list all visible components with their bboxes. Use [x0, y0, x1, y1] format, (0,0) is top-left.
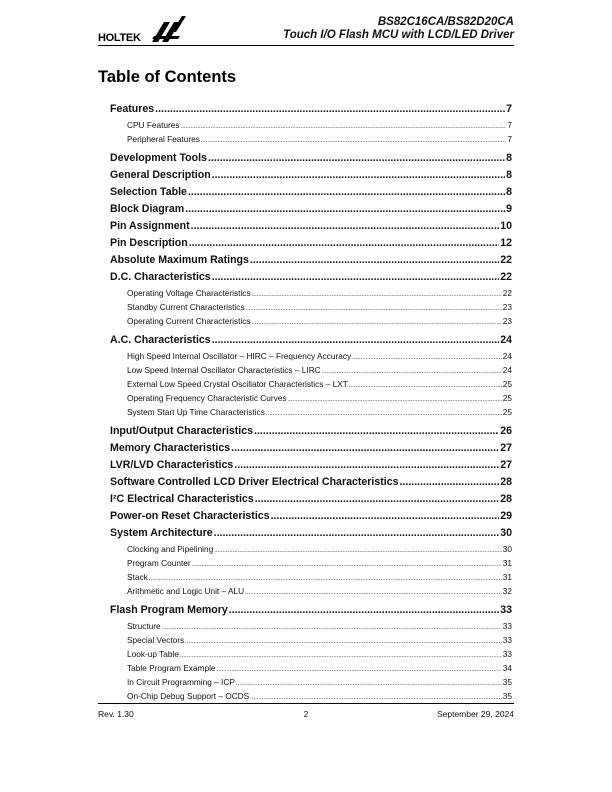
toc-section-entry[interactable]	[110, 457, 512, 474]
toc-subsection-entry[interactable]	[110, 661, 512, 675]
document-subtitle: Touch I/O Flash MCU with LCD/LED Driver	[283, 29, 514, 41]
toc-entry-page: 7	[506, 103, 512, 115]
toc-entry-label: High Speed Internal Oscillator – HIRC – Frequency Accuracy	[127, 351, 352, 361]
toc-entry-page: 28	[500, 493, 512, 505]
toc-dot-leader	[349, 377, 502, 391]
toc-dot-leader	[188, 184, 505, 201]
toc-entry-label: LVR/LVD Characteristics	[110, 459, 234, 471]
toc-subsection-entry[interactable]	[110, 405, 512, 419]
toc-entry-page: 8	[506, 169, 512, 181]
toc-entry-label: Peripheral Features	[127, 134, 200, 144]
toc-subsection-entry[interactable]	[110, 377, 512, 391]
holtek-logo-icon	[150, 14, 188, 44]
toc-entry-label: General Description	[110, 169, 211, 181]
toc-entry-page: 7	[507, 134, 512, 144]
toc-entry-label: System Start Up Time Characteristics	[127, 407, 265, 417]
table-of-contents	[110, 101, 512, 703]
toc-dot-leader	[250, 689, 502, 703]
toc-subsection-entry[interactable]	[110, 363, 512, 377]
toc-entry-page: 31	[502, 572, 512, 582]
holtek-logo	[98, 14, 188, 44]
toc-subsection-entry[interactable]	[110, 584, 512, 598]
toc-dot-leader	[252, 286, 502, 300]
toc-entry-page: 22	[502, 288, 512, 298]
toc-section-entry[interactable]	[110, 269, 512, 286]
toc-dot-leader	[185, 633, 502, 647]
toc-entry-label: Memory Characteristics	[110, 442, 231, 454]
document-title: BS82C16CA/BS82D20CA	[377, 16, 514, 28]
toc-subsection-entry[interactable]	[110, 391, 512, 405]
toc-entry-page: 30	[502, 544, 512, 554]
toc-entry-label: A.C. Characteristics	[110, 334, 211, 346]
toc-entry-page: 32	[502, 586, 512, 596]
toc-entry-label: Power-on Reset Characteristics	[110, 510, 270, 522]
toc-entry-page: 22	[500, 271, 512, 283]
toc-entry-page: 35	[502, 677, 512, 687]
toc-entry-page: 31	[502, 558, 512, 568]
publication-date: September 29, 2024	[436, 709, 514, 719]
toc-subsection-entry[interactable]	[110, 118, 512, 132]
toc-entry-label: Arithmetic and Logic Unit – ALU	[127, 586, 245, 596]
toc-entry-page: 33	[500, 604, 512, 616]
toc-entry-label: System Architecture	[110, 527, 213, 539]
toc-entry-label: On-Chip Debug Support – OCDS	[127, 691, 250, 701]
toc-entry-page: 24	[502, 351, 512, 361]
toc-subsection-entry[interactable]	[110, 286, 512, 300]
toc-dot-leader	[189, 235, 500, 252]
toc-subsection-entry[interactable]	[110, 570, 512, 584]
toc-subsection-entry[interactable]	[110, 349, 512, 363]
toc-section-entry[interactable]	[110, 235, 512, 252]
toc-entry-label: I²C Electrical Characteristics	[110, 493, 254, 505]
toc-entry-page: 33	[502, 649, 512, 659]
toc-entry-page: 23	[502, 302, 512, 312]
toc-entry-page: 9	[506, 203, 512, 215]
footer-divider	[98, 703, 514, 704]
toc-dot-leader	[250, 252, 499, 269]
toc-entry-label: Pin Description	[110, 237, 188, 249]
toc-section-entry[interactable]	[110, 332, 512, 349]
toc-entry-label: Operating Voltage Characteristics	[127, 288, 251, 298]
toc-subsection-entry[interactable]	[110, 314, 512, 328]
toc-entry-label: Operating Current Characteristics	[127, 316, 251, 326]
toc-dot-leader	[191, 218, 500, 235]
toc-section-entry[interactable]	[110, 491, 512, 508]
toc-dot-leader	[236, 675, 502, 689]
toc-entry-page: 33	[502, 621, 512, 631]
toc-section-entry[interactable]	[110, 184, 512, 201]
toc-dot-leader	[212, 332, 500, 349]
toc-dot-leader	[266, 405, 502, 419]
toc-dot-leader	[208, 150, 505, 167]
toc-entry-page: 22	[500, 254, 512, 266]
toc-dot-leader	[155, 101, 505, 118]
toc-entry-label: Program Counter	[127, 558, 191, 568]
toc-entry-page: 25	[502, 393, 512, 403]
toc-section-entry[interactable]	[110, 508, 512, 525]
toc-entry-label: Flash Program Memory	[110, 604, 228, 616]
header-divider	[98, 45, 514, 46]
toc-entry-label: Features	[110, 103, 155, 115]
toc-section-entry[interactable]	[110, 252, 512, 269]
toc-dot-leader	[214, 525, 500, 542]
toc-dot-leader	[288, 391, 502, 405]
toc-section-entry[interactable]	[110, 150, 512, 167]
toc-entry-page: 29	[500, 510, 512, 522]
toc-subsection-entry[interactable]	[110, 689, 512, 703]
toc-subsection-entry[interactable]	[110, 647, 512, 661]
toc-entry-label: Table Program Example	[127, 663, 216, 673]
toc-entry-page: 26	[500, 425, 512, 437]
toc-entry-page: 24	[502, 365, 512, 375]
toc-subsection-entry[interactable]	[110, 633, 512, 647]
toc-section-entry[interactable]	[110, 423, 512, 440]
toc-entry-label: Pin Assignment	[110, 220, 190, 232]
revision-label: Rev. 1.30	[98, 709, 134, 719]
toc-entry-page: 12	[500, 237, 512, 249]
toc-section-entry[interactable]	[110, 440, 512, 457]
document-title-block	[283, 16, 514, 42]
toc-dot-leader	[214, 542, 502, 556]
toc-dot-leader	[399, 474, 499, 491]
toc-section-entry[interactable]	[110, 602, 512, 619]
toc-entry-page: 8	[506, 152, 512, 164]
toc-dot-leader	[149, 570, 502, 584]
toc-entry-page: 8	[506, 186, 512, 198]
toc-section-entry[interactable]	[110, 167, 512, 184]
toc-dot-leader	[254, 423, 499, 440]
toc-dot-leader	[255, 491, 500, 508]
toc-entry-page: 10	[500, 220, 512, 232]
toc-dot-leader	[271, 508, 500, 525]
toc-dot-leader	[217, 661, 502, 675]
toc-entry-label: CPU Features	[127, 120, 180, 130]
toc-entry-page: 24	[500, 334, 512, 346]
toc-subsection-entry[interactable]	[110, 542, 512, 556]
toc-entry-page: 27	[500, 442, 512, 454]
toc-entry-label: External Low Speed Crystal Oscillator Characteristics – LXT	[127, 379, 348, 389]
toc-entry-label: Absolute Maximum Ratings	[110, 254, 249, 266]
toc-section-entry[interactable]	[110, 218, 512, 235]
toc-section-entry[interactable]	[110, 101, 512, 118]
toc-entry-page: 33	[502, 635, 512, 645]
toc-entry-label: Software Controlled LCD Driver Electrical Characteristics	[110, 476, 399, 488]
toc-section-entry[interactable]	[110, 474, 512, 491]
toc-entry-label: Low Speed Internal Oscillator Characteristics – LIRC	[127, 365, 321, 375]
toc-entry-page: 7	[507, 120, 512, 130]
toc-subsection-entry[interactable]	[110, 300, 512, 314]
logo-wordmark: HOLTEK	[98, 32, 141, 44]
toc-dot-leader	[322, 363, 502, 377]
toc-entry-label: Input/Output Characteristics	[110, 425, 254, 437]
page-header	[98, 14, 514, 46]
toc-dot-leader	[192, 556, 502, 570]
toc-entry-label: In Circuit Programming – ICP	[127, 677, 235, 687]
toc-dot-leader	[185, 201, 505, 218]
toc-entry-label: Special Vectors	[127, 635, 185, 645]
toc-dot-leader	[229, 602, 499, 619]
page-number: 2	[303, 709, 309, 719]
page-title: Table of Contents	[98, 68, 237, 86]
toc-dot-leader	[252, 314, 502, 328]
toc-dot-leader	[245, 584, 502, 598]
toc-dot-leader	[352, 349, 502, 363]
toc-entry-page: 34	[502, 663, 512, 673]
toc-dot-leader	[201, 132, 507, 146]
toc-entry-label: Standby Current Characteristics	[127, 302, 245, 312]
toc-entry-label: Block Diagram	[110, 203, 185, 215]
toc-entry-label: Operating Frequency Characteristic Curves	[127, 393, 287, 403]
toc-dot-leader	[234, 457, 499, 474]
toc-entry-page: 25	[502, 379, 512, 389]
toc-dot-leader	[231, 440, 499, 457]
toc-dot-leader	[212, 269, 500, 286]
toc-entry-page: 27	[500, 459, 512, 471]
toc-entry-label: Clocking and Pipelining	[127, 544, 214, 554]
toc-entry-page: 35	[502, 691, 512, 701]
toc-subsection-entry[interactable]	[110, 675, 512, 689]
toc-subsection-entry[interactable]	[110, 619, 512, 633]
toc-dot-leader	[162, 619, 502, 633]
toc-entry-label: Stack	[127, 572, 148, 582]
toc-entry-label: Structure	[127, 621, 161, 631]
toc-subsection-entry[interactable]	[110, 556, 512, 570]
toc-dot-leader	[246, 300, 502, 314]
toc-dot-leader	[180, 647, 502, 661]
toc-section-entry[interactable]	[110, 201, 512, 218]
toc-subsection-entry[interactable]	[110, 132, 512, 146]
toc-entry-label: Selection Table	[110, 186, 187, 198]
toc-entry-label: Development Tools	[110, 152, 207, 164]
toc-entry-label: D.C. Characteristics	[110, 271, 211, 283]
toc-entry-page: 28	[500, 476, 512, 488]
toc-entry-page: 25	[502, 407, 512, 417]
toc-dot-leader	[181, 118, 507, 132]
toc-entry-page: 23	[502, 316, 512, 326]
toc-dot-leader	[212, 167, 505, 184]
toc-entry-page: 30	[500, 527, 512, 539]
toc-entry-label: Look-up Table	[127, 649, 179, 659]
toc-section-entry[interactable]	[110, 525, 512, 542]
